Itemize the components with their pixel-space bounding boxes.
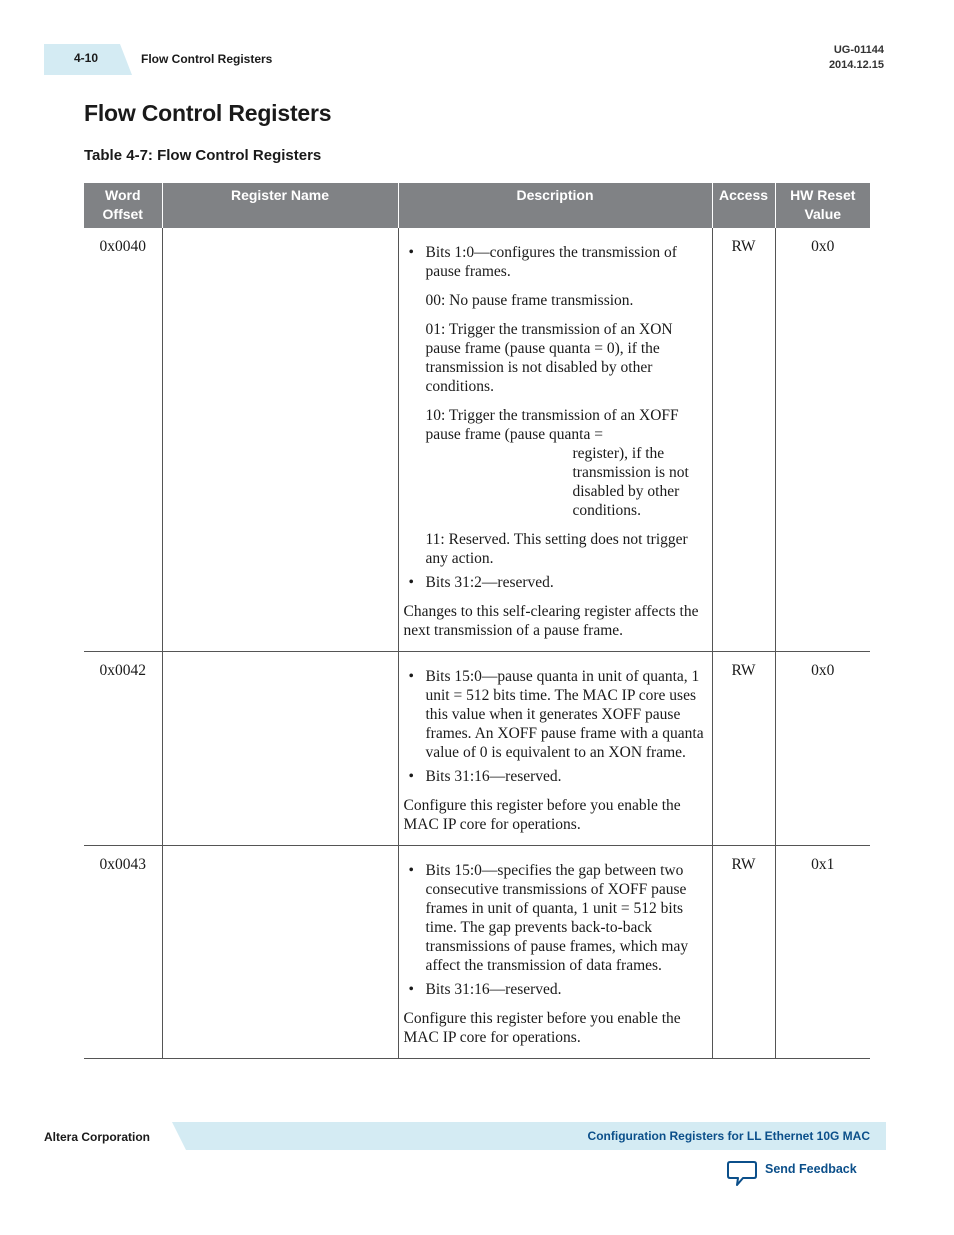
description-note: Changes to this self-clearing register affects the next transmission of a pause frame.: [403, 603, 699, 639]
register-name-cell: [162, 846, 398, 1059]
bullet-item: • Bits 31:2—reserved.: [426, 573, 707, 592]
access-cell: RW: [712, 228, 775, 652]
speech-bubble-icon: [727, 1160, 757, 1186]
bullet-list: [404, 667, 707, 786]
bullet-item: [426, 243, 707, 568]
reset-value-cell: 0x1: [775, 846, 870, 1059]
column-header-description: Description: [398, 183, 712, 228]
bullet-list: [404, 861, 707, 999]
word-offset-cell: 0x0042: [84, 652, 162, 846]
description-note: Configure this register before you enable the MAC IP core for operations.: [403, 1010, 681, 1046]
description-cell: [398, 846, 712, 1059]
document-id: UG-01144: [833, 44, 884, 56]
bullet-item: • Bits 15:0—specifies the gap between two consecutive transmissions of XOFF pause frames in unit of quanta, 1 unit = 512 bits time. The gap prevents back-to-back transmissions of pause frames, which may affect the transmission of data frames.: [426, 861, 707, 975]
reset-value-cell: 0x0: [775, 228, 870, 652]
document-info: [829, 43, 884, 73]
sub-item-text: 10: Trigger the transmission of an XOFF pause frame (pause quanta =: [425, 407, 679, 443]
register-name-cell: [162, 228, 398, 652]
bullet-item: • Bits 15:0—pause quanta in unit of quanta, 1 unit = 512 bits time. The MAC IP core uses this value when it generates XOFF pause frames. An XOFF pause frame with a quanta value of 0 is equivalent to an XON frame.: [426, 667, 707, 762]
page-title: Flow Control Registers: [84, 100, 332, 126]
sub-item-text: register), if the transmission is not disabled by other conditions.: [572, 445, 689, 519]
table-row: [84, 846, 870, 1059]
word-offset-cell: 0x0040: [84, 228, 162, 652]
header-section-title: Flow Control Registers: [141, 52, 273, 66]
footer-company: Altera Corporation: [44, 1130, 151, 1144]
bullet-item: • Bits 31:16—reserved.: [426, 767, 707, 786]
sub-item: [426, 406, 707, 520]
reset-value-cell: 0x0: [775, 652, 870, 846]
sub-item: 01: Trigger the transmission of an XON pause frame (pause quanta = 0), if the transmission is not disabled by other conditions.: [425, 321, 673, 395]
column-header-word-offset: Word Offset: [84, 183, 162, 228]
bullet-list: [404, 243, 707, 592]
sub-item: 11: Reserved. This setting does not trigger any action.: [425, 531, 688, 567]
access-cell: RW: [712, 846, 775, 1059]
page-number: 4-10: [74, 51, 99, 65]
table-header-row: [84, 183, 870, 228]
table-row: [84, 228, 870, 652]
bullet-item: • Bits 31:16—reserved.: [426, 980, 707, 999]
description-note: Configure this register before you enable the MAC IP core for operations.: [403, 797, 681, 833]
description-cell: [398, 652, 712, 846]
column-header-hw-reset-value: HW Reset Value: [775, 183, 870, 228]
column-header-register-name: Register Name: [162, 183, 398, 228]
table-row: [84, 652, 870, 846]
flow-control-register-table: [84, 183, 870, 1059]
send-feedback-label: Send Feedback: [765, 1162, 857, 1176]
word-offset-cell: 0x0043: [84, 846, 162, 1059]
access-cell: RW: [712, 652, 775, 846]
bullet-text: • Bits 1:0—configures the transmission of pause frames.: [425, 244, 677, 280]
column-header-access: Access: [712, 183, 775, 228]
register-name-cell: [162, 652, 398, 846]
description-cell: [398, 228, 712, 652]
sub-item: 00: No pause frame transmission.: [425, 292, 634, 309]
footer-chapter-link[interactable]: Configuration Registers for LL Ethernet 10G MAC: [587, 1129, 870, 1143]
document-date: 2014.12.15: [828, 59, 884, 71]
table-caption: Table 4-7: Flow Control Registers: [84, 147, 322, 164]
